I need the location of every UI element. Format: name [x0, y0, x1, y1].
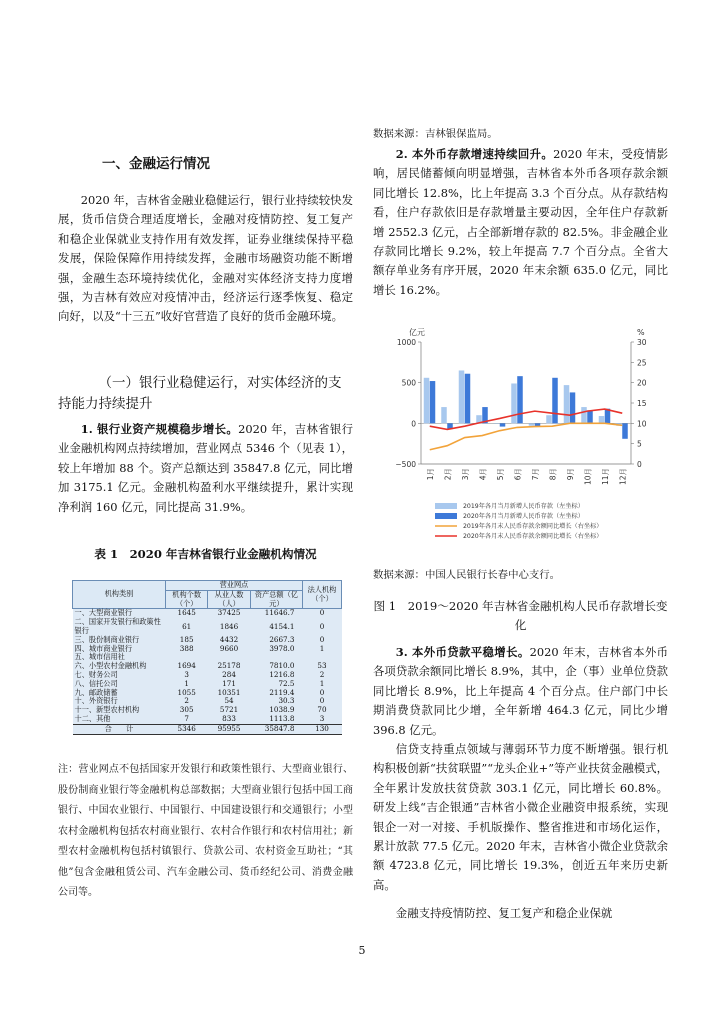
bar-2019: [599, 416, 605, 423]
row-category: 十一、新型农村机构: [73, 706, 166, 715]
table-caption: 表 1 2020 年吉林省银行业金融机构情况: [94, 547, 317, 561]
paragraph-body: 2020 年末，受疫情影响，居民储蓄倾向明显增强，吉林省本外币各项存款余额同比增长 12.8%，比上年提高 3.3 个百分点。从存款结构看，住户存款依旧是存款增量主要动因，全年住户存款新增 2552.3 亿元，占全部新增存款的 82.5%。非金融企业存款同比增长 9.2%，较上年提高 7.7 个百分点。全省大额存单业务有序开展，2020 年末余额 635.0 亿元，同比增长 16.2%。: [373, 147, 668, 297]
row-count: 185: [166, 636, 208, 645]
paragraph-assets: [58, 420, 353, 517]
table-total-row: [73, 724, 342, 734]
table-row: [73, 706, 342, 715]
row-legal: 1: [303, 645, 342, 654]
row-staff: 25178: [208, 662, 250, 671]
row-count: 1694: [166, 662, 208, 671]
row-assets: 2667.3: [250, 636, 302, 645]
left-tick-label: 0: [411, 419, 416, 429]
left-tick-label: −500: [395, 460, 416, 469]
row-staff: 5721: [208, 706, 250, 715]
bar-2019: [581, 407, 587, 423]
row-staff: 54: [208, 697, 250, 706]
table-row: [73, 618, 342, 636]
row-category: 八、信托公司: [73, 680, 166, 689]
source-top: 数据来源：吉林银保监局。: [373, 128, 498, 140]
section-title: 一、金融运行情况: [102, 156, 210, 172]
bar-2019: [564, 385, 570, 423]
row-category: 五、城市信用社: [73, 653, 166, 662]
right-tick-label: 20: [637, 378, 647, 388]
row-assets: 2119.4: [250, 689, 302, 698]
row-count: 3: [166, 671, 208, 680]
category-label: 12月: [618, 468, 628, 486]
header-outlets: 营业网点: [166, 581, 303, 591]
row-legal: 1: [303, 680, 342, 689]
category-label: 2月: [443, 468, 453, 481]
row-legal: 2: [303, 671, 342, 680]
row-legal: 0: [303, 618, 342, 636]
page-number: 5: [358, 944, 366, 957]
row-count: 1645: [166, 609, 208, 618]
row-assets: 1216.8: [250, 671, 302, 680]
row-legal: 70: [303, 706, 342, 715]
row-legal: 53: [303, 662, 342, 671]
legend-entry: 2019年各月当月新增人民币存款（左坐标）: [463, 503, 584, 510]
row-staff: 9660: [208, 645, 250, 654]
row-category: 三、股份制商业银行: [73, 636, 166, 645]
row-count: 388: [166, 645, 208, 654]
paragraph-loans: [373, 643, 668, 740]
right-tick-label: 30: [637, 338, 647, 347]
bar-2020: [552, 378, 558, 424]
row-category: 九、邮政储蓄: [73, 689, 166, 698]
row-staff: 833: [208, 715, 250, 724]
figure-caption: 图 1 2019～2020 年吉林省金融机构人民币存款增长变化: [373, 599, 668, 632]
category-label: 9月: [565, 468, 575, 481]
paragraph-lead: 1. 银行业资产规模稳步增长。: [80, 422, 239, 436]
row-category: 七、财务公司: [73, 671, 166, 680]
row-staff: 37425: [208, 609, 250, 618]
table-note: 注：营业网点不包括国家开发银行和政策性银行、大型商业银行、股份制商业银行等金融机构总部数据；大型商业银行包括中国工商银行、中国农业银行、中国银行、中国建设银行和交通银行；小型农村金融机构包括农村商业银行、农村合作银行和农村信用社；新型农村金融机构包括村镇银行、贷款公司、农村资金互助社；“其他”包含金融租赁公司、汽车金融公司、货币经纪公司、消费金融公司等。: [58, 764, 353, 898]
category-label: 11月: [600, 468, 610, 486]
row-assets: 1113.8: [250, 715, 302, 724]
right-tick-label: 5: [637, 439, 642, 449]
table-row: [73, 715, 342, 724]
row-category: 六、小型农村金融机构: [73, 662, 166, 671]
paragraph-deposits: [373, 145, 668, 300]
paragraph-body: 2020 年，吉林省银行业金融机构网点持续增加，营业网点 5346 个（见表 1），较上年增加 88 个。资产总额达到 35847.8 亿元，同比增加 3175.1 亿元。金融机构盈利水平继续提升，累计实现净利润 160 亿元，同比提高 31.9%。: [58, 422, 353, 514]
bar-2019: [511, 383, 517, 423]
header-count: 机构个数（个）: [166, 590, 208, 609]
right-tick-label: 0: [637, 460, 642, 469]
row-legal: 0: [303, 689, 342, 698]
row-category: 二、国家开发银行和政策性银行: [73, 618, 166, 636]
bar-2019: [529, 423, 535, 425]
row-assets: 11646.7: [250, 609, 302, 618]
row-legal: 0: [303, 636, 342, 645]
bar-2019: [424, 378, 430, 424]
legend-entry: 2019年各月末人民币存款余额同比增长（右坐标）: [463, 523, 603, 530]
paragraph-lead: 2. 本外币存款增速持续回升。: [395, 147, 554, 161]
bar-2019: [546, 415, 552, 423]
row-count: 61: [166, 618, 208, 636]
header-staff: 从业人数（人）: [208, 590, 250, 609]
row-category: 一、大型商业银行: [73, 609, 166, 618]
bar-2020: [500, 423, 506, 426]
row-count: 1: [166, 680, 208, 689]
header-legal: 法人机构（个）: [303, 581, 342, 609]
row-count: 1055: [166, 689, 208, 698]
bar-2019: [459, 370, 465, 423]
category-label: 7月: [530, 468, 540, 481]
total-assets: 35847.8: [250, 724, 302, 734]
category-label: 3月: [460, 468, 470, 481]
row-legal: 0: [303, 609, 342, 618]
total-staff: 95955: [208, 724, 250, 734]
row-staff: 1846: [208, 618, 250, 636]
right-tick-label: 10: [637, 419, 647, 429]
total-count: 5346: [166, 724, 208, 734]
chart-source: 数据来源：中国人民银行长春中心支行。: [373, 569, 561, 581]
row-category: 十、外资银行: [73, 697, 166, 706]
category-label: 4月: [478, 468, 488, 481]
row-assets: 72.5: [250, 680, 302, 689]
header-assets: 资产总额（亿元）: [250, 590, 302, 609]
category-label: 10月: [583, 468, 593, 486]
category-label: 5月: [495, 468, 505, 481]
row-assets: 7810.0: [250, 662, 302, 671]
bar-2020: [570, 392, 576, 423]
paragraph-lead: 3. 本外币贷款平稳增长。: [395, 645, 530, 659]
right-unit-label: %: [637, 328, 645, 337]
left-tick-label: 500: [401, 378, 416, 388]
row-staff: 4432: [208, 636, 250, 645]
row-count: 7: [166, 715, 208, 724]
bar-2020: [587, 410, 593, 423]
category-label: 6月: [513, 468, 523, 481]
paragraph-support: 金融支持疫情防控、复工复产和稳企业保就: [395, 906, 613, 920]
bar-2019: [494, 423, 500, 424]
row-assets: 1038.9: [250, 706, 302, 715]
legend-swatch: [435, 513, 457, 519]
row-category: 四、城市商业银行: [73, 645, 166, 654]
row-assets: 4154.1: [250, 618, 302, 636]
right-tick-label: 25: [637, 358, 647, 368]
row-assets: 3978.0: [250, 645, 302, 654]
row-staff: 171: [208, 680, 250, 689]
row-category: 十二、其他: [73, 715, 166, 724]
total-label: 合 计: [73, 724, 166, 734]
bar-2020: [517, 376, 523, 423]
row-legal: 3: [303, 715, 342, 724]
bar-2020: [430, 381, 436, 423]
intro-paragraph: 2020 年，吉林省金融业稳健运行，银行业持续较快发展，货币信贷合理适度增长，金融对疫情防控、复工复产和稳企业保就业支持作用有效发挥，证券业继续保持平稳发展，保险保障作用持续发挥，金融市场融资功能不断增强，金融生态环境持续优化，金融对实体经济支持力度增强，为吉林有效应对疫情冲击，经济运行逐季恢复、稳定向好，以及“十三五”收好官营造了良好的货币金融环境。: [58, 193, 353, 324]
row-count: 2: [166, 697, 208, 706]
bar-2019: [441, 407, 447, 423]
left-tick-label: 1000: [396, 338, 416, 347]
legend-entry: 2020年各月末人民币存款余额同比增长（右坐标）: [463, 533, 603, 540]
left-unit-label: 亿元: [409, 328, 425, 337]
bar-2020: [622, 423, 628, 438]
legend-swatch: [435, 503, 457, 509]
total-legal: 130: [303, 724, 342, 734]
legend-entry: 2020年各月当月新增人民币存款（左坐标）: [463, 513, 584, 520]
paragraph-body: 2020 年末，吉林省本外币各项贷款余额同比增长 8.9%，其中，企（事）业单位贷款同比增长 8.9%，比上年提高 4 个百分点。住户部门中长期消费贷款同比少增，全年新增 464.3 亿元，同比少增 396.8 亿元。: [373, 645, 668, 737]
category-label: 1月: [425, 468, 435, 481]
row-staff: 284: [208, 671, 250, 680]
right-tick-label: 15: [637, 399, 647, 408]
subsection-title: （一）银行业稳健运行，对实体经济的支持能力持续提升: [58, 375, 342, 412]
institutions-table: [72, 580, 342, 735]
paragraph-credit: 信贷支持重点领域与薄弱环节力度不断增强。银行机构积极创新“扶贫联盟”“龙头企业+”等产业扶贫金融模式，全年累计发放扶贫贷款 303.1 亿元，同比增长 60.8%。研发上线“吉企银通”吉林省小微企业融资申报系统，实现银企一对一对接、手机版操作、整省推进和市场化运作，累计放款 77.5 亿元。2020 年末，吉林省小微企业贷款余额 4723.8 亿元，同比增长 19.3%，创近五年来历史新高。: [373, 742, 668, 892]
row-legal: 0: [303, 697, 342, 706]
row-staff: 10351: [208, 689, 250, 698]
row-count: 305: [166, 706, 208, 715]
header-category: 机构类别: [73, 581, 166, 609]
bar-2020: [465, 374, 471, 424]
deposit-chart: [383, 322, 673, 550]
category-label: 8月: [548, 468, 558, 481]
row-assets: 30.3: [250, 697, 302, 706]
